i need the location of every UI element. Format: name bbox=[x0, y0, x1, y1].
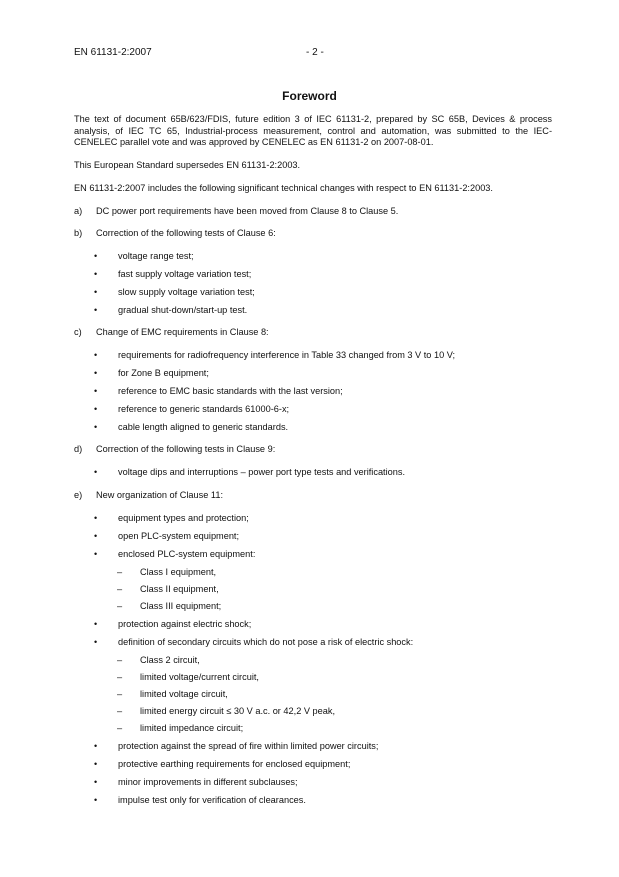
list-item: requirements for radiofrequency interference in Table 33 changed from 3 V to 10 V; bbox=[118, 350, 456, 360]
bullet-marker: • bbox=[94, 368, 98, 378]
bullet-marker: • bbox=[94, 637, 98, 647]
item-d-text: Correction of the following tests in Clause 9: bbox=[96, 444, 276, 454]
list-item: reference to generic standards 61000-6-x; bbox=[118, 404, 290, 414]
list-item: voltage dips and interruptions – power port type tests and verifications. bbox=[118, 467, 406, 477]
item-b-text: Correction of the following tests of Clause 6: bbox=[96, 228, 276, 238]
bullet-marker: • bbox=[94, 404, 98, 414]
intro-paragraph-3: EN 61131-2:2007 includes the following significant technical changes with respect to EN 61131-2:2003. bbox=[74, 183, 493, 193]
bullet-marker: • bbox=[94, 386, 98, 396]
dash-marker: – bbox=[117, 567, 123, 577]
bullet-marker: • bbox=[94, 531, 98, 541]
item-e-text: New organization of Clause 11: bbox=[96, 490, 223, 500]
dash-marker: – bbox=[117, 723, 123, 733]
list-item: protection against electric shock; bbox=[118, 619, 252, 629]
item-c-text: Change of EMC requirements in Clause 8: bbox=[96, 327, 269, 337]
sub-list-item: Class I equipment, bbox=[140, 567, 217, 577]
intro-paragraph-1: The text of document 65B/623/FDIS, future edition 3 of IEC 61131-2, prepared by SC 65B, Devices & process analysis, of IEC TC 65, Industrial-process measurement, control and automation, was submitted to the IEC-CENELEC parallel vote and was approved by CENELEC as EN 61131-2 on 2007-08-01. bbox=[74, 114, 552, 148]
page-title: Foreword bbox=[282, 89, 337, 103]
list-item: cable length aligned to generic standards. bbox=[118, 422, 289, 432]
list-item: gradual shut-down/start-up test. bbox=[118, 305, 248, 315]
header-page-number: - 2 - bbox=[306, 47, 324, 58]
dash-marker: – bbox=[117, 706, 123, 716]
list-item: equipment types and protection; bbox=[118, 513, 249, 523]
list-item: definition of secondary circuits which do not pose a risk of electric shock: bbox=[118, 637, 414, 647]
bullet-marker: • bbox=[94, 251, 98, 261]
list-item: protective earthing requirements for enclosed equipment; bbox=[118, 759, 351, 769]
list-item: protection against the spread of fire within limited power circuits; bbox=[118, 741, 379, 751]
dash-marker: – bbox=[117, 601, 123, 611]
bullet-marker: • bbox=[94, 287, 98, 297]
list-item: minor improvements in different subclauses; bbox=[118, 777, 298, 787]
header-doc-id: EN 61131-2:2007 bbox=[74, 47, 152, 58]
item-a-text: DC power port requirements have been moved from Clause 8 to Clause 5. bbox=[96, 206, 399, 216]
bullet-marker: • bbox=[94, 422, 98, 432]
sub-list-item: limited energy circuit ≤ 30 V a.c. or 42,2 V peak, bbox=[140, 706, 336, 716]
bullet-marker: • bbox=[94, 305, 98, 315]
list-item: slow supply voltage variation test; bbox=[118, 287, 255, 297]
bullet-marker: • bbox=[94, 350, 98, 360]
bullet-marker: • bbox=[94, 467, 98, 477]
sub-list-item: Class 2 circuit, bbox=[140, 655, 200, 665]
dash-marker: – bbox=[117, 689, 123, 699]
bullet-marker: • bbox=[94, 741, 98, 751]
item-a-label: a) bbox=[74, 206, 83, 216]
list-item: open PLC-system equipment; bbox=[118, 531, 240, 541]
sub-list-item: limited impedance circuit; bbox=[140, 723, 244, 733]
list-item: enclosed PLC-system equipment: bbox=[118, 549, 256, 559]
item-e-label: e) bbox=[74, 490, 83, 500]
sub-list-item: limited voltage circuit, bbox=[140, 689, 228, 699]
item-d-label: d) bbox=[74, 444, 83, 454]
item-c-label: c) bbox=[74, 327, 82, 337]
list-item: fast supply voltage variation test; bbox=[118, 269, 252, 279]
list-item: reference to EMC basic standards with the last version; bbox=[118, 386, 343, 396]
sub-list-item: Class II equipment, bbox=[140, 584, 219, 594]
dash-marker: – bbox=[117, 672, 123, 682]
list-item: impulse test only for verification of clearances. bbox=[118, 795, 306, 805]
bullet-marker: • bbox=[94, 759, 98, 769]
bullet-marker: • bbox=[94, 777, 98, 787]
bullet-marker: • bbox=[94, 269, 98, 279]
list-item: for Zone B equipment; bbox=[118, 368, 209, 378]
sub-list-item: Class III equipment; bbox=[140, 601, 222, 611]
bullet-marker: • bbox=[94, 795, 98, 805]
sub-list-item: limited voltage/current circuit, bbox=[140, 672, 259, 682]
dash-marker: – bbox=[117, 655, 123, 665]
item-b-label: b) bbox=[74, 228, 83, 238]
bullet-marker: • bbox=[94, 619, 98, 629]
dash-marker: – bbox=[117, 584, 123, 594]
bullet-marker: • bbox=[94, 513, 98, 523]
list-item: voltage range test; bbox=[118, 251, 194, 261]
bullet-marker: • bbox=[94, 549, 98, 559]
intro-paragraph-2: This European Standard supersedes EN 61131-2:2003. bbox=[74, 160, 301, 170]
